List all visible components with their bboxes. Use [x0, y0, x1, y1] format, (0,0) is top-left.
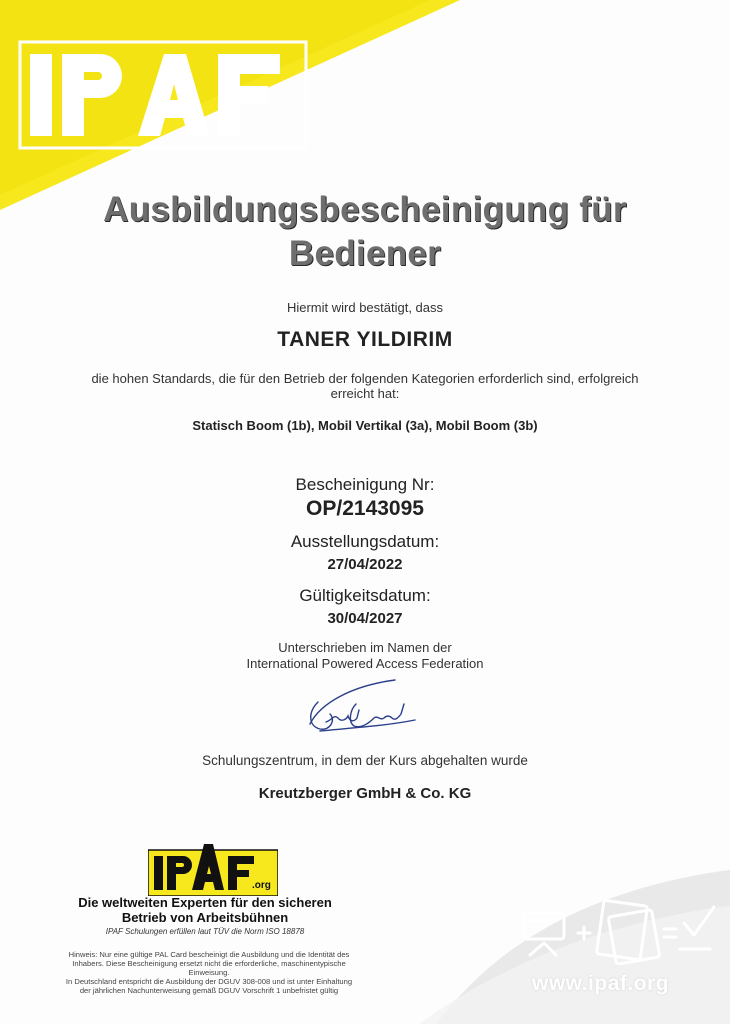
- signed-line-1: Unterschrieben im Namen der: [278, 640, 452, 655]
- signed-line-2: International Powered Access Federation: [246, 656, 484, 671]
- note-line-5: der jährlichen Nachunterweisung gemäß DGUV Vorschrift 1 unbefristet gültig: [79, 986, 339, 995]
- validity-date: 30/04/2027: [327, 610, 403, 627]
- note-line-2: Inhabers. Diese Bescheinigung ersetzt nicht die erforderliche, maschinentypische: [72, 959, 346, 968]
- ipaf-logo-top: [18, 40, 308, 150]
- legal-notes: [28, 950, 390, 995]
- note-line-3: Einweisung.: [188, 968, 230, 977]
- certificate-number: OP/2143095: [306, 497, 424, 520]
- signature-image: [290, 674, 430, 734]
- plus-icon: [578, 927, 590, 939]
- title-line-2: Bediener: [288, 234, 442, 273]
- tuv-note: IPAF Schulungen erfüllen laut TÜV die Norm ISO 18878: [105, 927, 305, 936]
- certificate-number-label: Bescheinigung Nr:: [295, 475, 435, 494]
- slogan-line-2: Betrieb von Arbeitsbühnen: [121, 910, 289, 925]
- pal-card-icon: [524, 913, 564, 955]
- issue-date-label: Ausstellungsdatum:: [290, 532, 440, 551]
- training-centre-name: Kreutzberger GmbH & Co. KG: [258, 785, 472, 802]
- equals-icon: [664, 929, 676, 937]
- training-centre-label: Schulungszentrum, in dem der Kurs abgehalten wurde: [202, 753, 528, 768]
- holder-name: TANER YILDIRIM: [277, 328, 453, 351]
- validity-date-label: Gültigkeitsdatum:: [299, 586, 431, 605]
- standards-description: die hohen Standards, die für den Betrieb der folgenden Kategorien erforderlich sind, erfolgreich erreicht hat:: [91, 371, 639, 401]
- categories: Statisch Boom (1b), Mobil Vertikal (3a), Mobil Boom (3b): [192, 418, 538, 433]
- website-url: www.ipaf.org: [532, 972, 670, 995]
- pal-card-illustration: [520, 893, 720, 965]
- note-line-4: In Deutschland entspricht die Ausbildung der DGUV 308-008 und ist unter Einhaltung: [65, 977, 353, 986]
- intro-text: Hiermit wird bestätigt, dass: [286, 300, 444, 315]
- certificate-title: [0, 188, 730, 276]
- logo-org-suffix: .org: [252, 880, 271, 891]
- slogan: [40, 895, 370, 925]
- note-line-1: Hinweis: Nur eine gültige PAL Card bescheinigt die Ausbildung und die Identität des: [68, 950, 350, 959]
- title-line-1: Ausbildungsbescheinigung für: [103, 190, 627, 229]
- signed-on-behalf: [0, 640, 730, 672]
- checkmark-icon: [680, 907, 714, 949]
- slogan-line-1: Die weltweiten Experten für den sicheren: [78, 895, 332, 910]
- issue-date: 27/04/2022: [327, 556, 403, 573]
